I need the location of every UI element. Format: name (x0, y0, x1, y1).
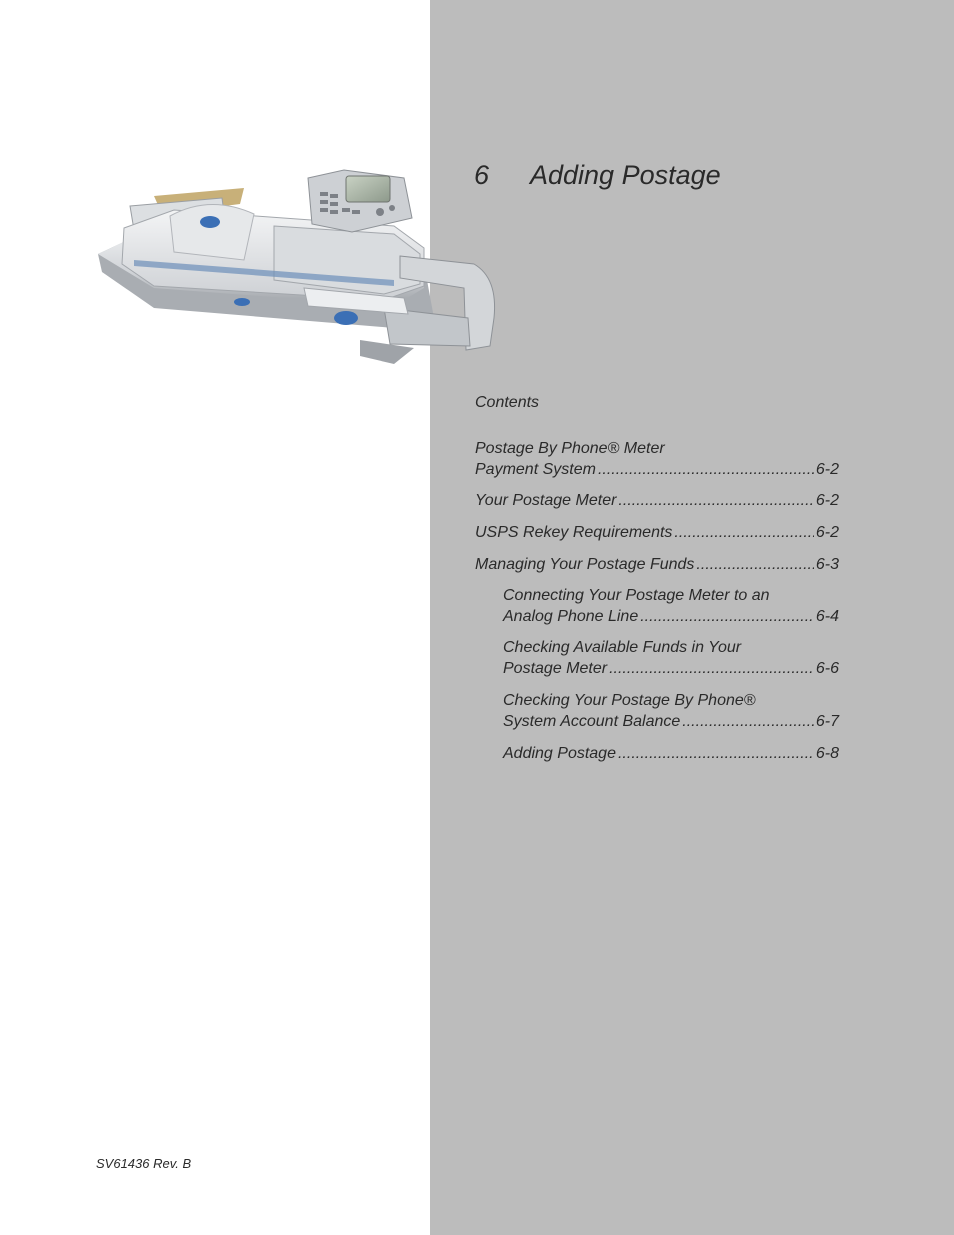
toc-entry-title-line: Checking Available Funds in Your (503, 639, 742, 656)
toc-page-number: 6-8 (815, 745, 839, 762)
toc-entry-your-postage-meter[interactable] (475, 491, 839, 512)
toc-leader-dots (696, 555, 813, 576)
toc-page-number: 6-2 (815, 460, 839, 478)
toc-entry-checking-available-funds[interactable] (503, 638, 839, 679)
toc-entry-title-line: Postage By Phone® Meter (475, 440, 665, 457)
toc-leader-dots (618, 744, 814, 765)
toc-page-number: 6-2 (815, 524, 839, 541)
toc-page-number: 6-4 (815, 607, 839, 625)
toc-entry-title: USPS Rekey Requirements (475, 524, 673, 541)
toc-leader-dots (598, 460, 814, 481)
toc-entry-title-line: Connecting Your Postage Meter to an (503, 587, 770, 604)
contents-label: Contents (475, 394, 540, 411)
toc-entry-usps-rekey[interactable] (475, 523, 839, 544)
toc-entry-adding-postage[interactable] (503, 744, 839, 765)
toc-entry-title: Managing Your Postage Funds (475, 556, 695, 573)
toc-leader-dots (674, 523, 813, 544)
toc-page-number: 6-6 (815, 659, 839, 677)
toc-entry-title-line: Checking Your Postage By Phone® (503, 692, 756, 709)
chapter-heading (474, 160, 721, 191)
toc-entry-title: Postage Meter (503, 659, 608, 677)
chapter-number: 6 (474, 160, 490, 190)
toc-entry-title: Adding Postage (503, 745, 616, 762)
document-id-footer: SV61436 Rev. B (96, 1156, 192, 1171)
toc-page-number: 6-2 (815, 492, 839, 509)
toc-entry-connecting-phone-line[interactable] (503, 586, 839, 627)
postage-meter-illustration (94, 168, 500, 388)
toc-entry-managing-funds[interactable] (475, 555, 839, 576)
toc-page-number: 6-7 (815, 712, 839, 730)
toc-entry-title: Analog Phone Line (503, 607, 639, 625)
toc-entry-title: Payment System (475, 460, 596, 478)
toc-page-number: 6-3 (815, 556, 839, 573)
chapter-title: Adding Postage (530, 160, 721, 190)
toc-leader-dots (640, 607, 814, 628)
toc-entry-title: System Account Balance (503, 712, 681, 730)
toc-entry-payment-system[interactable] (475, 439, 839, 480)
toc-entry-checking-account-balance[interactable] (503, 691, 839, 732)
toc-entry-title: Your Postage Meter (475, 492, 617, 509)
toc-leader-dots (618, 491, 813, 512)
toc-leader-dots (682, 712, 814, 733)
toc-leader-dots (609, 659, 814, 680)
